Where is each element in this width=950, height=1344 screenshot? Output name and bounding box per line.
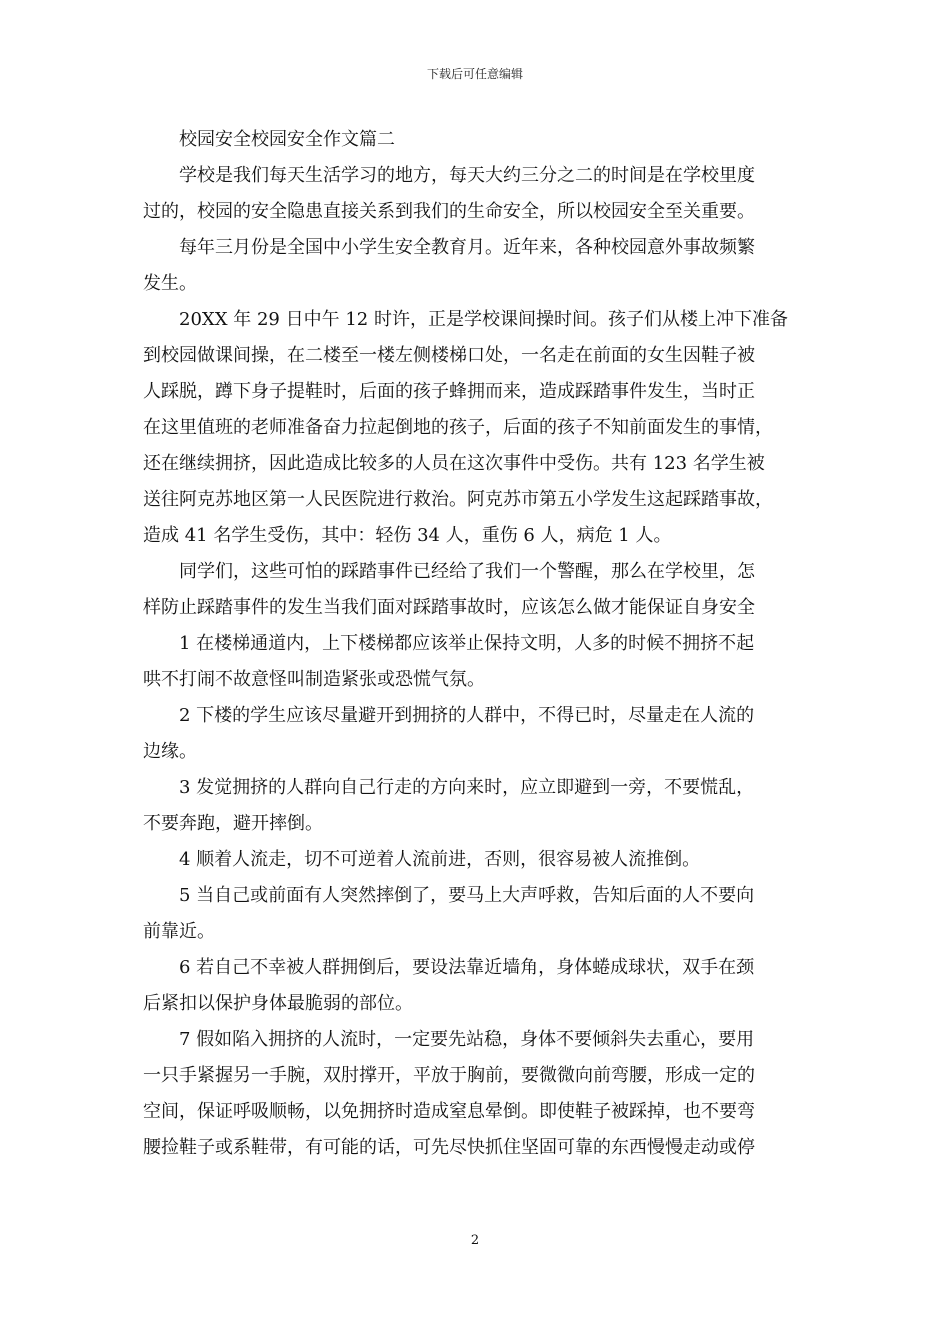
paragraph-intro bbox=[143, 158, 813, 230]
paragraph-line: 5 当自己或前面有人突然摔倒了，要马上大声呼救，告知后面的人不要向 bbox=[179, 885, 755, 906]
document-title: 校园安全校园安全作文篇二 bbox=[179, 129, 395, 150]
paragraph-tip-1 bbox=[143, 626, 813, 698]
paragraph-tip-2 bbox=[143, 698, 813, 770]
page-header-note: 下载后可任意编辑 bbox=[426, 67, 523, 81]
paragraph-line: 2 下楼的学生应该尽量避开到拥挤的人群中，不得已时，尽量走在人流的 bbox=[179, 705, 755, 726]
paragraph-tip-3 bbox=[143, 770, 813, 842]
paragraph-line: 不要奔跑，避开摔倒。 bbox=[143, 813, 323, 834]
paragraph-line: 送往阿克苏地区第一人民医院进行救治。阿克苏市第五小学发生这起踩踏事故， bbox=[143, 489, 773, 510]
paragraph-line: 空间，保证呼吸顺畅，以免拥挤时造成窒息晕倒。即使鞋子被踩掉，也不要弯 bbox=[143, 1101, 755, 1122]
paragraph-tip-5 bbox=[143, 878, 813, 950]
paragraph-line: 还在继续拥挤，因此造成比较多的人员在这次事件中受伤。共有 123 名学生被 bbox=[143, 453, 765, 474]
paragraph-line: 3 发觉拥挤的人群向自己行走的方向来时，应立即避到一旁，不要慌乱， bbox=[179, 777, 755, 798]
paragraph-line: 7 假如陷入拥挤的人流时，一定要先站稳，身体不要倾斜失去重心，要用 bbox=[179, 1029, 755, 1050]
paragraph-warning bbox=[143, 554, 813, 626]
paragraph-line: 腰捡鞋子或系鞋带，有可能的话，可先尽快抓住坚固可靠的东西慢慢走动或停 bbox=[143, 1137, 755, 1158]
paragraph-line: 1 在楼梯通道内，上下楼梯都应该举止保持文明，人多的时候不拥挤不起 bbox=[179, 633, 755, 654]
paragraph-line: 4 顺着人流走，切不可逆着人流前进，否则，很容易被人流推倒。 bbox=[179, 849, 701, 870]
paragraph-line: 边缘。 bbox=[143, 741, 197, 762]
paragraph-line: 发生。 bbox=[143, 273, 197, 294]
paragraph-tip-7 bbox=[143, 1022, 813, 1166]
page-number: 2 bbox=[470, 1233, 480, 1248]
paragraph-line: 20XX 年 29 日中午 12 时许，正是学校课间操时间。孩子们从楼上冲下准备 bbox=[179, 309, 788, 330]
paragraph-line: 样防止踩踏事件的发生当我们面对踩踏事故时，应该怎么做才能保证自身安全 bbox=[143, 597, 755, 618]
paragraph-line: 人踩脱，蹲下身子提鞋时，后面的孩子蜂拥而来，造成踩踏事件发生，当时正 bbox=[143, 381, 755, 402]
paragraph-tip-4 bbox=[143, 842, 813, 878]
paragraph-line: 一只手紧握另一手腕，双肘撑开，平放于胸前，要微微向前弯腰，形成一定的 bbox=[143, 1065, 755, 1086]
paragraph-line: 造成 41 名学生受伤，其中：轻伤 34 人，重伤 6 人，病危 1 人。 bbox=[143, 525, 672, 546]
paragraph-line: 同学们，这些可怕的踩踏事件已经给了我们一个警醒，那么在学校里，怎 bbox=[179, 561, 755, 582]
paragraph-line: 前靠近。 bbox=[143, 921, 215, 942]
paragraph-line: 6 若自己不幸被人群拥倒后，要设法靠近墙角，身体蜷成球状，双手在颈 bbox=[179, 957, 755, 978]
paragraph-incident bbox=[143, 302, 813, 554]
paragraph-line: 学校是我们每天生活学习的地方，每天大约三分之二的时间是在学校里度 bbox=[179, 165, 755, 186]
paragraph-safety-month bbox=[143, 230, 813, 302]
paragraph-line: 后紧扣以保护身体最脆弱的部位。 bbox=[143, 993, 413, 1014]
document-body bbox=[143, 122, 813, 1166]
paragraph-line: 过的，校园的安全隐患直接关系到我们的生命安全，所以校园安全至关重要。 bbox=[143, 201, 755, 222]
paragraph-tip-6 bbox=[143, 950, 813, 1022]
paragraph-line: 每年三月份是全国中小学生安全教育月。近年来，各种校园意外事故频繁 bbox=[179, 237, 755, 258]
paragraph-line: 哄不打闹不故意怪叫制造紧张或恐慌气氛。 bbox=[143, 669, 485, 690]
paragraph-line: 在这里值班的老师准备奋力拉起倒地的孩子，后面的孩子不知前面发生的事情， bbox=[143, 417, 773, 438]
paragraph-line: 到校园做课间操，在二楼至一楼左侧楼梯口处，一名走在前面的女生因鞋子被 bbox=[143, 345, 755, 366]
